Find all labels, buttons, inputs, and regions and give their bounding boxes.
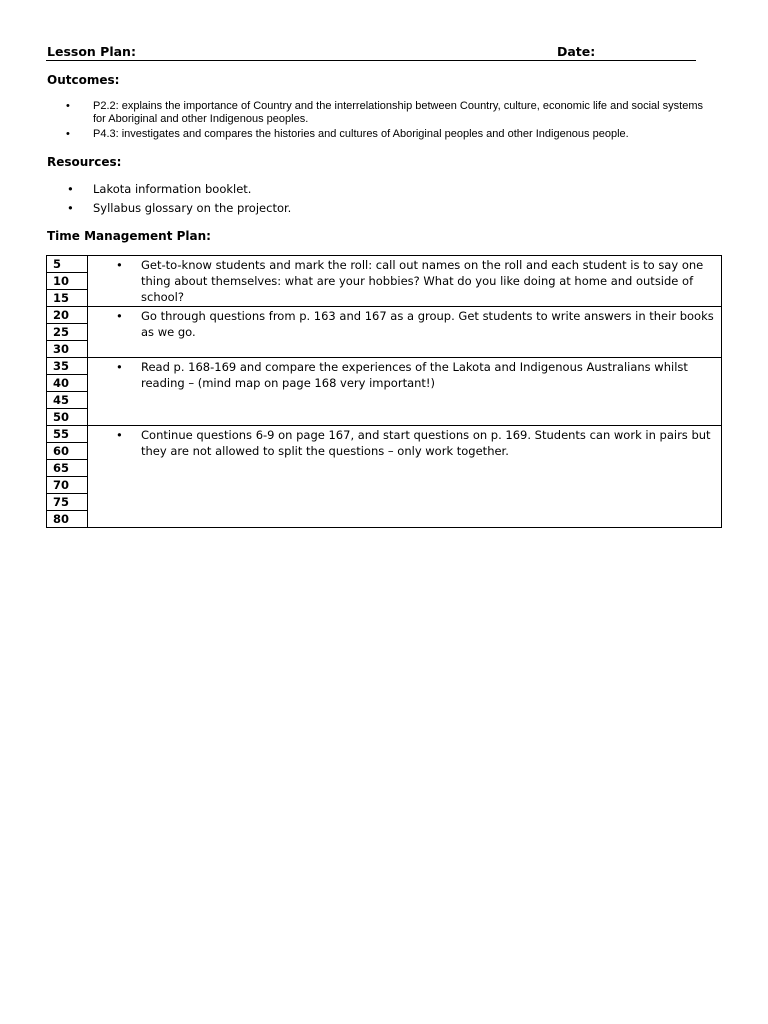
outcome-item: • P2.2: explains the importance of Country and the interrelationship between Country, culture, economic life and social systems for Aboriginal and other Indigenous peoples. bbox=[66, 100, 706, 126]
outcomes-list bbox=[66, 100, 706, 143]
task-text: • Go through questions from p. 163 and 167 as a group. Get students to write answers in their books as we go. bbox=[116, 308, 715, 340]
time-cell: 55 bbox=[47, 426, 88, 443]
table-row bbox=[47, 256, 722, 273]
time-management-table bbox=[46, 255, 722, 528]
outcomes-heading: Outcomes: bbox=[47, 73, 120, 87]
time-cell: 65 bbox=[47, 460, 88, 477]
time-plan-heading: Time Management Plan: bbox=[47, 229, 211, 243]
task-text: • Continue questions 6-9 on page 167, and start questions on p. 169. Students can work in pairs but they are not allowed to split the questions – only work together. bbox=[116, 427, 715, 459]
time-cell: 20 bbox=[47, 307, 88, 324]
time-cell: 45 bbox=[47, 392, 88, 409]
outcome-item: • P4.3: investigates and compares the histories and cultures of Aboriginal peoples and other Indigenous people. bbox=[66, 128, 706, 141]
time-cell: 40 bbox=[47, 375, 88, 392]
task-cell bbox=[88, 426, 722, 528]
table-row bbox=[47, 426, 722, 443]
date-label: Date: bbox=[557, 44, 596, 59]
task-text: • Get-to-know students and mark the roll: call out names on the roll and each student is to say one thing about themselves: what are your hobbies? What do you like doing at home and outside of school? bbox=[116, 257, 715, 305]
time-cell: 80 bbox=[47, 511, 88, 528]
resource-item: • Syllabus glossary on the projector. bbox=[66, 201, 291, 215]
time-cell: 5 bbox=[47, 256, 88, 273]
time-cell: 70 bbox=[47, 477, 88, 494]
time-cell: 30 bbox=[47, 341, 88, 358]
lesson-plan-label: Lesson Plan: bbox=[47, 44, 136, 59]
task-text: • Read p. 168-169 and compare the experiences of the Lakota and Indigenous Australians whilst reading – (mind map on page 168 very important!) bbox=[116, 359, 715, 391]
table-row bbox=[47, 358, 722, 375]
table-row bbox=[47, 307, 722, 324]
time-cell: 25 bbox=[47, 324, 88, 341]
resources-heading: Resources: bbox=[47, 155, 122, 169]
time-cell: 10 bbox=[47, 273, 88, 290]
task-cell bbox=[88, 307, 722, 358]
resource-item: • Lakota information booklet. bbox=[66, 182, 291, 196]
time-cell: 75 bbox=[47, 494, 88, 511]
task-cell bbox=[88, 358, 722, 426]
lesson-plan-header bbox=[46, 44, 696, 61]
resources-list bbox=[66, 182, 291, 220]
task-cell bbox=[88, 256, 722, 307]
time-cell: 15 bbox=[47, 290, 88, 307]
time-cell: 35 bbox=[47, 358, 88, 375]
time-cell: 50 bbox=[47, 409, 88, 426]
time-cell: 60 bbox=[47, 443, 88, 460]
